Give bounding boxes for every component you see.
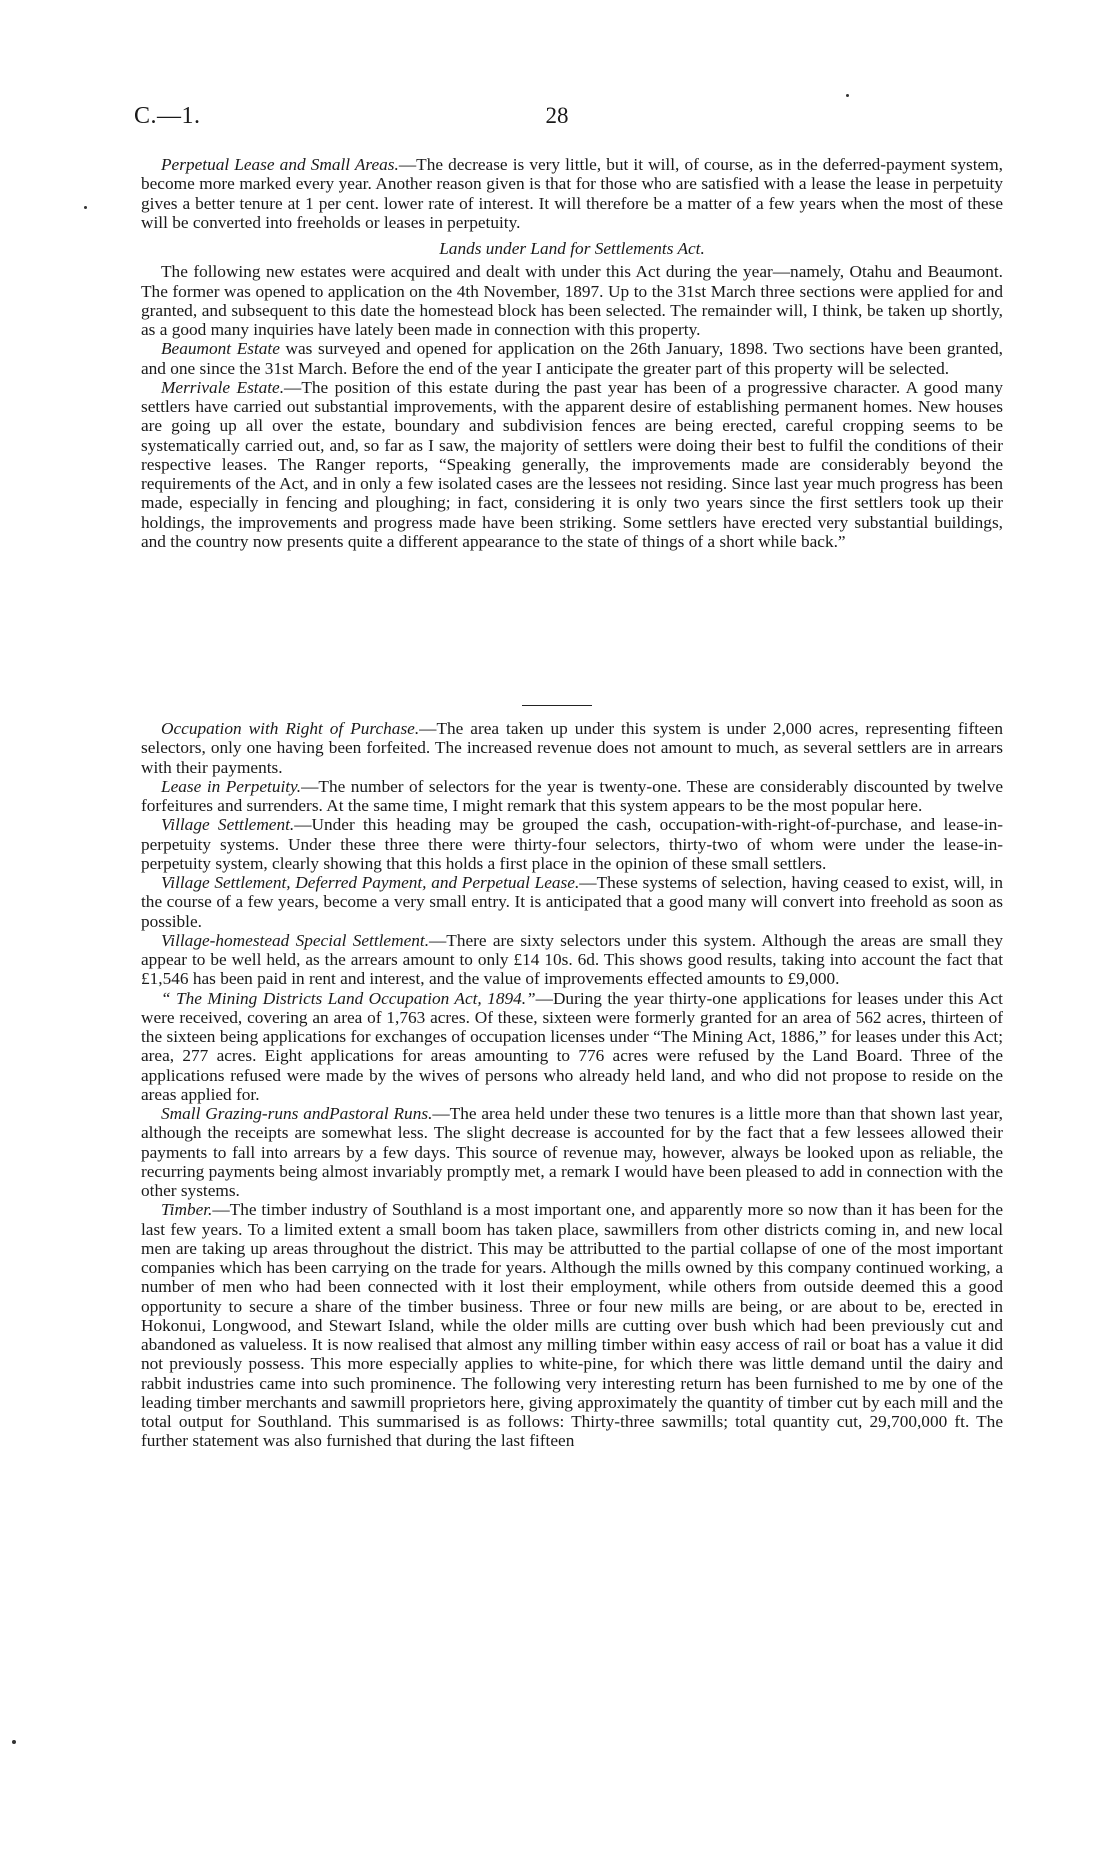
paragraph-merrivale bbox=[141, 378, 1003, 551]
paragraph-lead: Village-homestead Special Settlement. bbox=[161, 930, 430, 950]
paragraph-lead: Merrivale Estate. bbox=[161, 377, 285, 397]
paragraph-text: —During the year thirty-one applications for leases under this Act were received, covering an area of 1,763 acres. Of these, sixteen were formerly granted for an area of 562 acres, thirteen of the sixteen being applications for exchanges of occupation licenses under “The Mining Act, 1886,” for leases under this Act; area, 277 acres. Eight applications for areas amounting to 776 acres were refused by the Land Board. Three of the applications refused were made by the wives of persons who already held land, and who did not propose to reside on the areas applied for. bbox=[141, 988, 1003, 1104]
paragraph-village-deferred bbox=[141, 873, 1003, 931]
document-reference: C.—1. bbox=[134, 103, 201, 129]
paragraph-text: —Under this heading may be grouped the cash, occupation-with-right-of-purchase, and lease-in-perpetuity systems. Under these three there were thirty-four selectors, thirty-two of whom were under the lease-in-perpetuity system, clearly showing that this holds a first place in the opinion of these small settlers. bbox=[141, 815, 1003, 873]
paragraph-text: —The area held under these two tenures is a little more than that shown last year, although the receipts are somewhat less. The slight decrease is accounted for by the fact that a few lessees allowed their payments to fall into arrears by a few days. This source of revenue may, however, always be looked upon as reliable, the recurring payments being almost invariably promptly met, a remark I would have been pleased to add in connection with the other systems. bbox=[141, 1104, 1003, 1200]
text-block-lower bbox=[141, 719, 1003, 1451]
paragraph-perpetual-lease bbox=[141, 155, 1003, 232]
paragraph-lead: Occupation with Right of Purchase. bbox=[161, 719, 420, 738]
paragraph-text: —The area taken up under this system is under 2,000 acres, representing fifteen selectors, only one having been forfeited. The increased revenue does not amount to much, as several settlers are in arrears with their payments. bbox=[141, 719, 1003, 777]
paragraph-mining bbox=[141, 989, 1003, 1105]
paragraph-text: —The number of selectors for the year is twenty-one. These are considerably discounted by twelve forfeitures and surrenders. At the same time, I might remark that this system appears to be the most popular here. bbox=[141, 776, 1004, 815]
text-block-upper bbox=[141, 155, 1003, 551]
page-number: 28 bbox=[545, 103, 569, 128]
page-header bbox=[0, 103, 1114, 137]
paragraph-beaumont bbox=[141, 339, 1003, 378]
paragraph-village-homestead bbox=[141, 931, 1003, 989]
paragraph-text: —There are sixty selectors under this system. Although the areas are small they appear to be well held, as the arrears amount to only £14 10s. 6d. This shows good results, taking into account the fact that £1,546 has been paid in rent and interest, and the value of improvements effected amounts to £9,000. bbox=[141, 930, 1003, 989]
paragraph-lead: Timber. bbox=[161, 1200, 213, 1220]
section-divider bbox=[522, 705, 592, 706]
scan-speck bbox=[846, 94, 849, 97]
paragraph-lead: Village Settlement. bbox=[161, 815, 295, 835]
paragraph-lease-perpetuity bbox=[141, 777, 1003, 816]
paragraph-timber bbox=[141, 1200, 1003, 1450]
paragraph-lead: Small Grazing-runs andPastoral Runs. bbox=[161, 1104, 433, 1123]
paragraph-village-settlement bbox=[141, 815, 1003, 873]
scan-speck bbox=[84, 206, 87, 209]
paragraph-settlements-intro: The following new estates were acquired and dealt with under this Act during the year—namely, Otahu and Beaumont. The former was opened to application on the 4th November, 1897. Up to the 31st March three sections were applied for and granted, and subsequent to this date the homestead block has been selected. The remainder will, I think, be taken up shortly, as a good many inquiries have lately been made in connection with this property. bbox=[141, 262, 1003, 339]
paragraph-lead: Lease in Perpetuity. bbox=[161, 776, 302, 796]
paragraph-lead: “ The Mining Districts Land Occupation Act, 1894.” bbox=[161, 988, 536, 1008]
paragraph-lead: Perpetual Lease and Small Areas. bbox=[161, 155, 399, 174]
paragraph-occupation bbox=[141, 719, 1003, 777]
paragraph-text: —The timber industry of Southland is a most important one, and apparently more so now than it has been for the last few years. To a limited extent a small boom has taken place, sawmillers from other districts coming in, and new local men are taking up areas throughout the district. This may be attributted to the partial collapse of one of the most important companies which has been carrying on the trade for years. Although the mills owned by this company continued working, a number of men who had been connected with it lost their employment, while others from outside deemed this a good opportunity to secure a share of the timber business. Three or four new mills are being, or are about to be, erected in Hokonui, Longwood, and Stewart Island, while the older mills are cutting over bush which had been previously cut and abandoned as valueless. It is now realised that almost any milling timber within easy access of rail or boat has a value it did not previously possess. This more especially applies to white-pine, for which there was little demand until the dairy and rabbit industries came into such prominence. The following very interesting return has been furnished to me by one of the leading timber merchants and sawmill proprietors here, giving approximately the quantity of timber cut by each mill and the total output for Southland. This summarised is as follows: Thirty-three sawmills; total quantity cut, 29,700,000 ft. The further statement was also furnished that during the last fifteen bbox=[141, 1200, 1003, 1451]
scan-speck bbox=[12, 1740, 16, 1744]
section-heading: Lands under Land for Settlements Act. bbox=[439, 239, 705, 258]
paragraph-lead: Village Settlement, Deferred Payment, and Perpetual Lease. bbox=[161, 873, 580, 892]
paragraph-text: —The decrease is very little, but it will, of course, as in the deferred-payment system, become more marked every year. Another reason given is that for those who are satisfied with a lease the lease in perpetuity gives a better tenure at 1 per cent. lower rate of interest. It will therefore be a matter of a few years when the most of these will be converted into freeholds or leases in perpetuity. bbox=[141, 155, 1003, 232]
paragraph-text: was surveyed and opened for application on the 26th January, 1898. Two sections have been granted, and one since the 31st March. Before the end of the year I anticipate the greater part of this property will be selected. bbox=[141, 339, 1003, 378]
paragraph-lead: Beaumont Estate bbox=[161, 339, 280, 359]
paragraph-text: —These systems of selection, having ceased to exist, will, in the course of a few years, become a very small entry. It is anticipated that a good many will convert into freehold as soon as possible. bbox=[141, 873, 1004, 931]
paragraph-text: —The position of this estate during the past year has been of a progressive character. A good many settlers have carried out substantial improvements, with the apparent desire of establishing permanent homes. New houses are going up all over the estate, boundary and subdivision fences are being erected, careful cropping seems to be systematically carried out, and, so far as I saw, the majority of settlers were doing their best to fulfil the conditions of their respective leases. The Ranger reports, “Speaking generally, the improvements made are considerably beyond the requirements of the Act, and in only a few isolated cases are the lessees not residing. Since last year much progress has been made, especially in fencing and ploughing; in fact, considering it is only two years since the first settlers took up their holdings, the improvements and progress made have been striking. Some settlers have erected very substantial buildings, and the country now presents quite a different appearance to the state of things of a short while back.” bbox=[141, 377, 1003, 551]
paragraph-grazing bbox=[141, 1104, 1003, 1200]
